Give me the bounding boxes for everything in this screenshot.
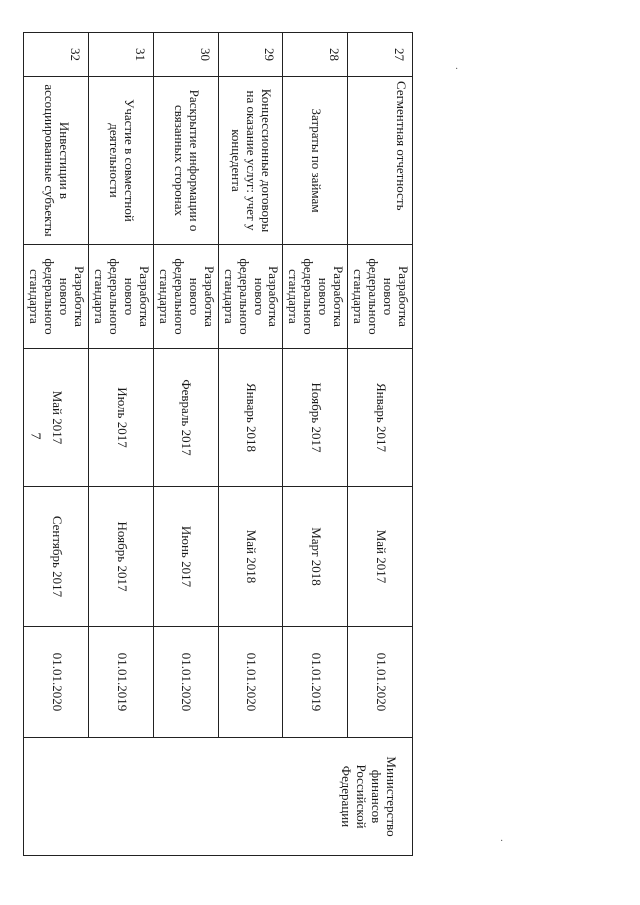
standard-name: Затраты по займам — [283, 77, 348, 245]
start-date: Май 2017 — [24, 349, 89, 487]
table-row — [24, 33, 89, 856]
action-cell: Разработка нового федерального стандарта — [348, 245, 413, 349]
row-number: 30 — [154, 33, 219, 77]
standard-name: Сегментная отчетность — [348, 77, 413, 245]
table-row — [154, 33, 219, 856]
table-row — [89, 33, 154, 856]
start-date: Январь 2018 — [218, 349, 283, 487]
standards-table — [27, 32, 413, 855]
table-row — [348, 33, 413, 856]
scan-speck: · — [455, 64, 459, 75]
end-date: Сентябрь 2017 — [24, 487, 89, 627]
effective-date: 01.01.2020 — [154, 627, 219, 738]
action-cell: Разработка нового федерального стандарта — [89, 245, 154, 349]
effective-date: 01.01.2019 — [283, 627, 348, 738]
end-date: Июнь 2017 — [154, 487, 219, 627]
scan-speck: · — [500, 836, 504, 847]
row-number: 27 — [348, 33, 413, 77]
start-date: Ноябрь 2017 — [283, 349, 348, 487]
page-number: 7 — [27, 432, 43, 440]
standard-name: Раскрытие информации о связанных сторонах — [154, 77, 219, 245]
standards-table-grid — [24, 32, 414, 856]
standard-name: Концессионные договоры на оказание услуг: учет у концедента — [218, 77, 283, 245]
effective-date: 01.01.2020 — [218, 627, 283, 738]
end-date: Май 2017 — [348, 487, 413, 627]
action-cell: Разработка нового федерального стандарта — [283, 245, 348, 349]
start-date: Январь 2017 — [348, 349, 413, 487]
row-number: 28 — [283, 33, 348, 77]
row-number: 32 — [24, 33, 89, 77]
effective-date: 01.01.2020 — [24, 627, 89, 738]
table-row — [218, 33, 283, 856]
row-number: 31 — [89, 33, 154, 77]
standard-name: Инвестиции в ассоциированные субъекты — [24, 77, 89, 245]
action-cell: Разработка нового федерального стандарта — [154, 245, 219, 349]
row-number: 29 — [218, 33, 283, 77]
table-row — [283, 33, 348, 856]
effective-date: 01.01.2020 — [348, 627, 413, 738]
standard-name: Участие в совместной деятельности — [89, 77, 154, 245]
effective-date: 01.01.2019 — [89, 627, 154, 738]
end-date: Март 2018 — [283, 487, 348, 627]
action-cell: Разработка нового федерального стандарта — [218, 245, 283, 349]
start-date: Февраль 2017 — [154, 349, 219, 487]
action-cell: Разработка нового федерального стандарта — [24, 245, 89, 349]
end-date: Май 2018 — [218, 487, 283, 627]
end-date: Ноябрь 2017 — [89, 487, 154, 627]
start-date: Июль 2017 — [89, 349, 154, 487]
responsible-body: Министерство финансов Российской Федерации — [24, 738, 413, 856]
